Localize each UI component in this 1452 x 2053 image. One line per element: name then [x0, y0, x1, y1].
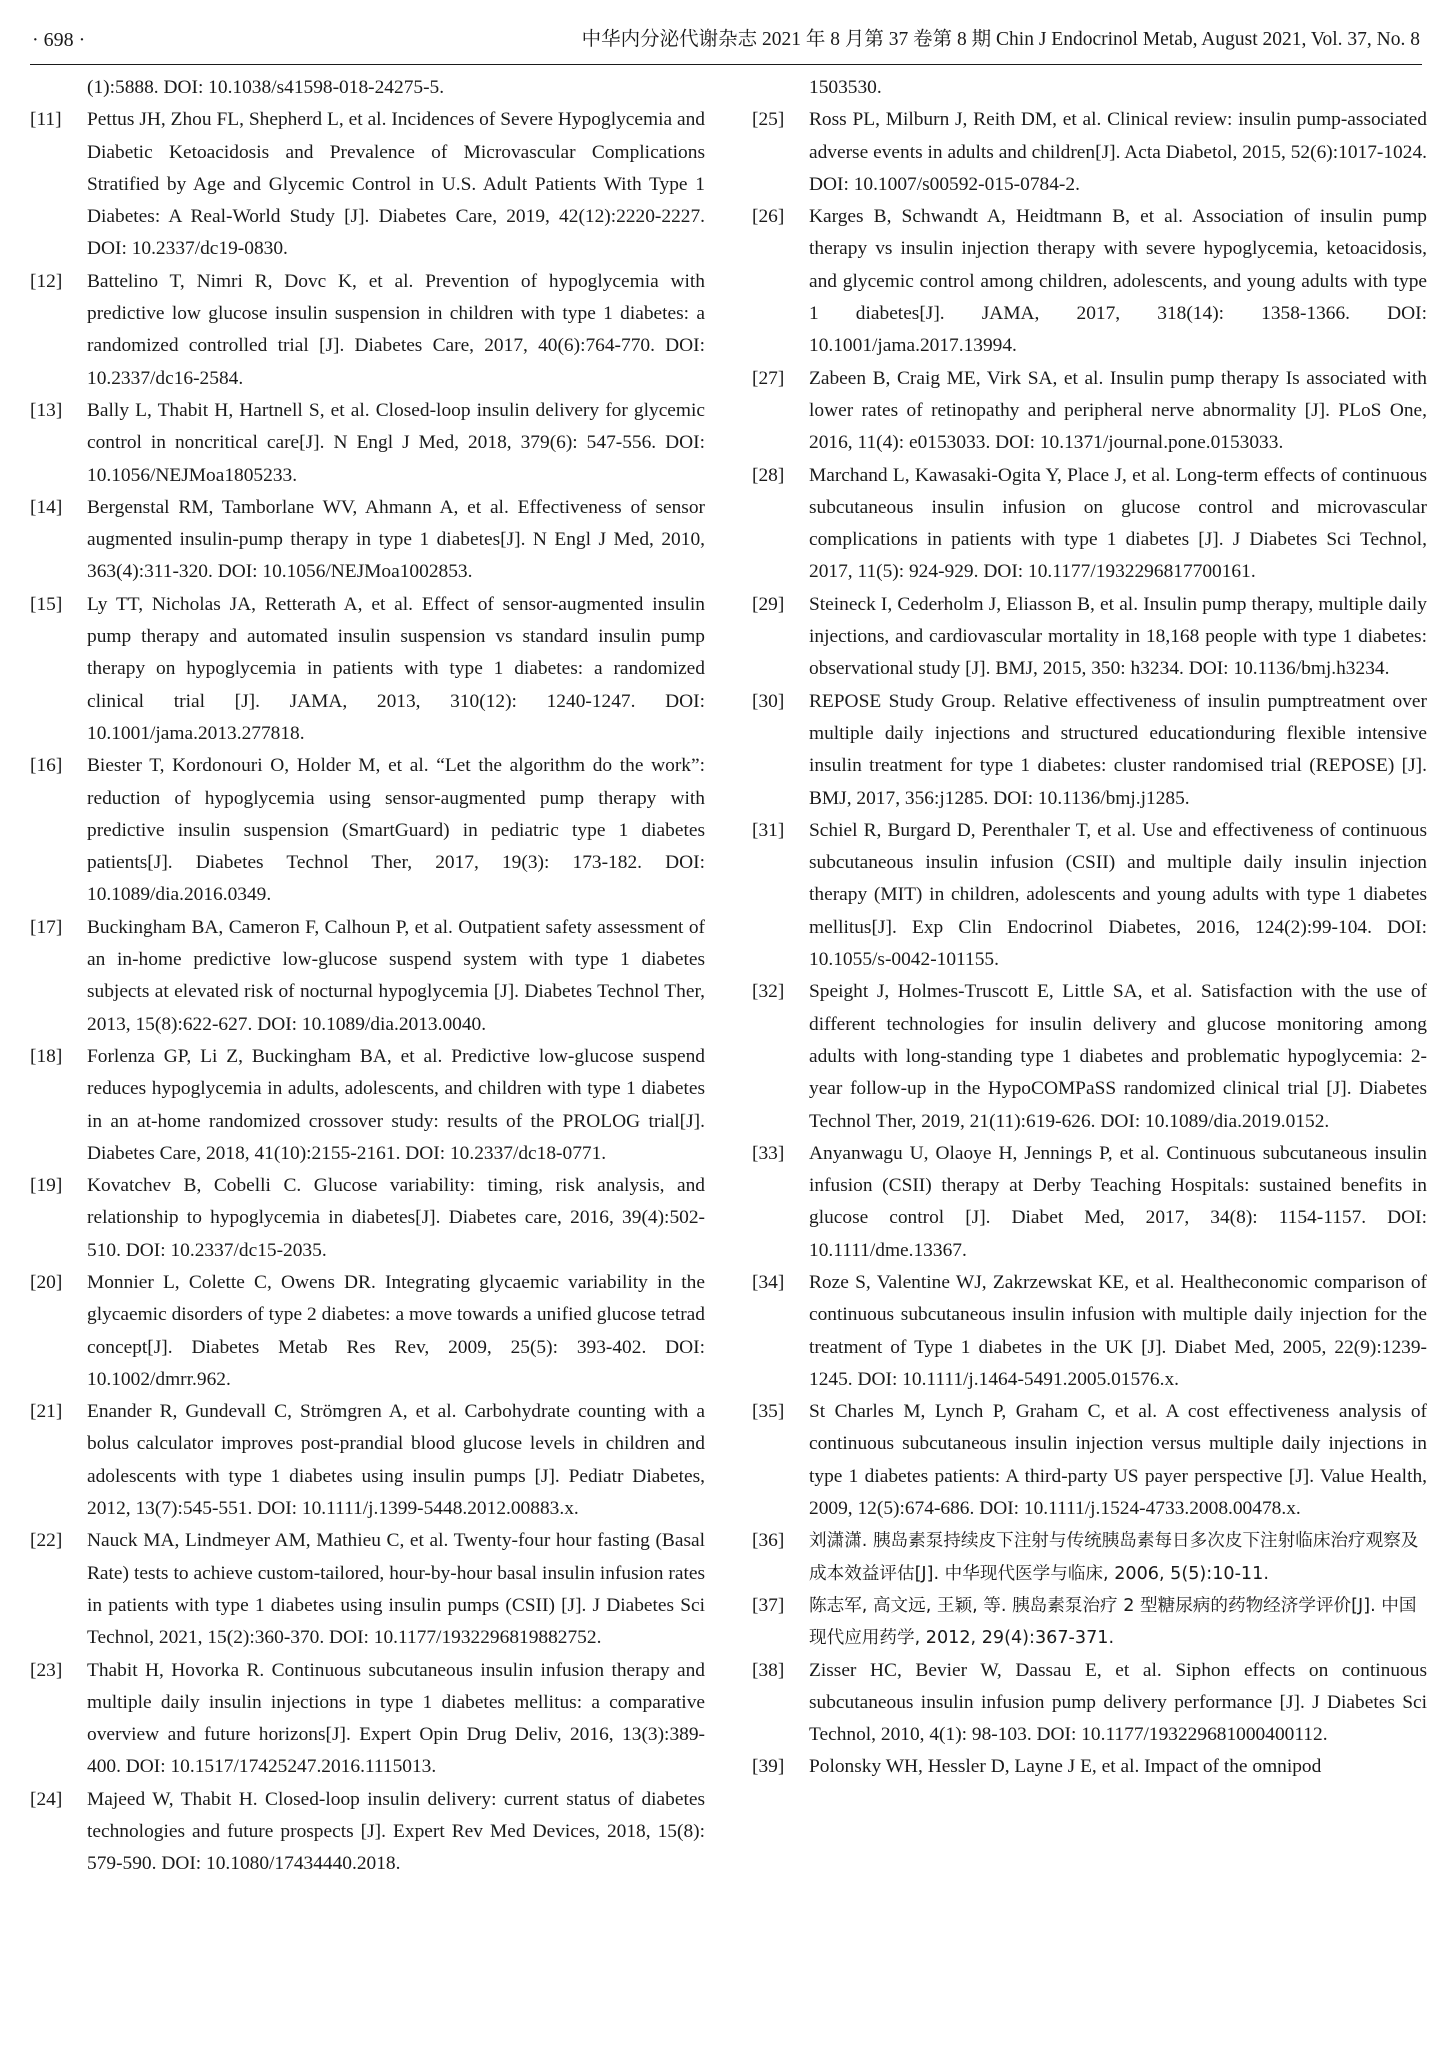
reference-number: [31] — [752, 819, 785, 841]
reference-text: Zabeen B, Craig ME, Virk SA, et al. Insulin pump therapy Is associated with lower rates of retinopathy and peripheral nerve abnormality [J]. PLoS One, 2016, 11(4): e0153033. DOI: 10.1371/journal.pone.0153033. — [809, 367, 1427, 454]
reference-text: Kovatchev B, Cobelli C. Glucose variability: timing, risk analysis, and relationship to hypoglycemia in diabetes[J]. Diabetes care, 2016, 39(4):502-510. DOI: 10.2337/dc15-2035. — [87, 1175, 705, 1261]
reference-number: [13] — [30, 399, 63, 421]
reference-item — [30, 492, 705, 589]
reference-text: Bally L, Thabit H, Hartnell S, et al. Closed-loop insulin delivery for glycemic control in noncritical care[J]. N Engl J Med, 2018, 379(6): 547-556. DOI: 10.1056/NEJMoa1805233. — [87, 399, 705, 486]
reference-number: [35] — [752, 1401, 785, 1423]
reference-text: Battelino T, Nimri R, Dovc K, et al. Prevention of hypoglycemia with predictive low glucose insulin suspension in children with type 1 diabetes: a randomized controlled trial [J]. Diabetes Care, 2017, 40(6):764-770. DOI: 10.2337/dc16-2584. — [87, 270, 705, 389]
reference-text: Zisser HC, Bevier W, Dassau E, et al. Siphon effects on continuous subcutaneous insulin infusion pump delivery performance [J]. J Diabetes Sci Technol, 2010, 4(1): 98-103. DOI: 10.1177/193229681000400112. — [809, 1659, 1427, 1746]
reference-item — [30, 589, 705, 750]
reference-text: Nauck MA, Lindmeyer AM, Mathieu C, et al. Twenty-four hour fasting (Basal Rate) tests to achieve custom-tailored, hour-by-hour basal insulin infusion rates in patients with type 1 diabetes using insulin pumps (CSII) [J]. J Diabetes Sci Technol, 2021, 15(2):360-370. DOI: 10.1177/1932296819882752. — [87, 1530, 705, 1649]
reference-text: Majeed W, Thabit H. Closed-loop insulin delivery: current status of diabetes technologies and future prospects [J]. Expert Rev Med Devices, 2018, 15(8): 579-590. DOI: 10.1080/17434440.2018. — [87, 1788, 705, 1875]
reference-number: [30] — [752, 690, 785, 712]
reference-number: [25] — [752, 109, 785, 131]
reference-item — [752, 1267, 1427, 1396]
reference-item — [752, 976, 1427, 1137]
reference-text: Roze S, Valentine WJ, Zakrzewskat KE, et al. Healtheconomic comparison of continuous subcutaneous insulin infusion with multiple daily injection for the treatment of Type 1 diabetes in the UK [J]. Diabet Med, 2005, 22(9):1239-1245. DOI: 10.1111/j.1464-5491.2005.01576.x. — [809, 1271, 1427, 1390]
reference-text: Pettus JH, Zhou FL, Shepherd L, et al. Incidences of Severe Hypoglycemia and Diabetic Ketoacidosis and Prevalence of Microvascular Complications Stratified by Age and Glycemic Control in U.S. Adult Patients With Type 1 Diabetes: A Real-World Study [J]. Diabetes Care, 2019, 42(12):2220-2227. DOI: 10.2337/dc19-0830. — [87, 109, 705, 260]
reference-item — [30, 72, 705, 104]
reference-text: Schiel R, Burgard D, Perenthaler T, et al. Use and effectiveness of continuous subcutaneous insulin infusion (CSII) and multiple daily insulin injection therapy (MIT) in children, adolescents and young adults with type 1 diabetes mellitus[J]. Exp Clin Endocrinol Diabetes, 2016, 124(2):99-104. DOI: 10.1055/s-0042-101155. — [809, 819, 1427, 971]
reference-number: [24] — [30, 1788, 63, 1810]
reference-text: Karges B, Schwandt A, Heidtmann B, et al. Association of insulin pump therapy vs insulin injection therapy with severe hypoglycemia, ketoacidosis, and glycemic control among children, adolescents, and young adults with type 1 diabetes[J]. JAMA, 2017, 318(14): 1358-1366. DOI: 10.1001/jama.2017.13994. — [809, 206, 1427, 357]
reference-item — [30, 1170, 705, 1267]
reference-item — [752, 201, 1427, 362]
reference-number: [38] — [752, 1659, 785, 1681]
reference-item — [752, 363, 1427, 460]
reference-number: [14] — [30, 496, 63, 518]
page-header — [0, 0, 1452, 80]
reference-number: [11] — [30, 109, 62, 131]
reference-text: Enander R, Gundevall C, Strömgren A, et al. Carbohydrate counting with a bolus calculator improves post-prandial blood glucose levels in children and adolescents with type 1 diabetes using insulin pumps [J]. Pediatr Diabetes, 2012, 13(7):545-551. DOI: 10.1111/j.1399-5448.2012.00883.x. — [87, 1401, 705, 1520]
reference-number: [23] — [30, 1659, 63, 1681]
reference-item — [752, 72, 1427, 104]
reference-text: Marchand L, Kawasaki-Ogita Y, Place J, et al. Long-term effects of continuous subcutaneous insulin infusion on glucose control and microvascular complications in patients with type 1 diabetes [J]. J Diabetes Sci Technol, 2017, 11(5): 924-929. DOI: 10.1177/1932296817700161. — [809, 464, 1427, 583]
reference-text: St Charles M, Lynch P, Graham C, et al. A cost effectiveness analysis of continuous subcutaneous insulin injection versus multiple daily injections in type 1 diabetes patients: A third-party US payer perspective [J]. Value Health, 2009, 12(5):674-686. DOI: 10.1111/j.1524-4733.2008.00478.x. — [809, 1401, 1427, 1520]
reference-item — [752, 1655, 1427, 1752]
reference-text: 刘潇潇. 胰岛素泵持续皮下注射与传统胰岛素每日多次皮下注射临床治疗观察及成本效益评估[J]. 中华现代医学与临床, 2006, 5(5):10-11. — [809, 1531, 1419, 1584]
reference-item — [752, 1525, 1427, 1590]
reference-text: Ly TT, Nicholas JA, Retterath A, et al. Effect of sensor-augmented insulin pump therapy and automated insulin suspension vs standard insulin pump therapy on hypoglycemia in patients with type 1 diabetes: a randomized clinical trial [J]. JAMA, 2013, 310(12): 1240-1247. DOI: 10.1001/jama.2013.277818. — [87, 593, 705, 744]
reference-text: Ross PL, Milburn J, Reith DM, et al. Clinical review: insulin pump-associated adverse events in adults and children[J]. Acta Diabetol, 2015, 52(6):1017-1024. DOI: 10.1007/s00592-015-0784-2. — [809, 109, 1427, 195]
reference-item — [752, 589, 1427, 686]
reference-number: [37] — [752, 1594, 785, 1616]
reference-item — [30, 912, 705, 1041]
reference-item — [30, 1396, 705, 1525]
reference-number: [15] — [30, 593, 63, 615]
reference-number: [20] — [30, 1271, 63, 1293]
reference-number: [26] — [752, 206, 785, 228]
reference-item — [752, 1751, 1427, 1783]
reference-number: [19] — [30, 1175, 63, 1197]
reference-item — [30, 1525, 705, 1654]
reference-number: [27] — [752, 367, 785, 389]
reference-number: [33] — [752, 1142, 785, 1164]
reference-item — [752, 686, 1427, 815]
reference-item — [752, 815, 1427, 976]
reference-column-right — [752, 72, 1427, 1784]
reference-number: [16] — [30, 755, 63, 777]
reference-number: [28] — [752, 464, 785, 486]
reference-item — [752, 1396, 1427, 1525]
reference-number: [22] — [30, 1530, 63, 1552]
reference-item — [30, 1267, 705, 1396]
reference-number: [21] — [30, 1401, 63, 1423]
reference-text: 1503530. — [809, 77, 882, 98]
reference-item — [30, 1041, 705, 1170]
reference-item — [30, 1784, 705, 1881]
reference-item — [752, 1138, 1427, 1267]
reference-item — [30, 1655, 705, 1784]
reference-item — [752, 460, 1427, 589]
reference-text: Anyanwagu U, Olaoye H, Jennings P, et al. Continuous subcutaneous insulin infusion (CSII) therapy at Derby Teaching Hospitals: sustained benefits in glucose control [J]. Diabet Med, 2017, 34(8): 1154-1157. DOI: 10.1111/dme.13367. — [809, 1142, 1427, 1261]
reference-text: Forlenza GP, Li Z, Buckingham BA, et al. Predictive low-glucose suspend reduces hypoglycemia in adults, adolescents, and children with type 1 diabetes in an at-home randomized crossover study: results of the PROLOG trial[J]. Diabetes Care, 2018, 41(10):2155-2161. DOI: 10.2337/dc18-0771. — [87, 1045, 705, 1164]
reference-number: [29] — [752, 593, 785, 615]
running-head: 中华内分泌代谢杂志 2021 年 8 月第 37 卷第 8 期 Chin J Endocrinol Metab, August 2021, Vol. 37, No. 8 — [581, 29, 1420, 50]
reference-text: Buckingham BA, Cameron F, Calhoun P, et al. Outpatient safety assessment of an in-home predictive low-glucose suspend system with type 1 diabetes subjects at elevated risk of nocturnal hypoglycemia [J]. Diabetes Technol Ther, 2013, 15(8):622-627. DOI: 10.1089/dia.2013.0040. — [87, 916, 705, 1035]
reference-number: [32] — [752, 981, 785, 1003]
reference-text: 陈志军, 高文远, 王颖, 等. 胰岛素泵治疗 2 型糖尿病的药物经济学评价[J]. 中国现代应用药学, 2012, 29(4):367-371. — [809, 1595, 1417, 1649]
reference-number: [36] — [752, 1530, 785, 1552]
reference-text: REPOSE Study Group. Relative effectiveness of insulin pumptreatment over multiple daily injections and structured educationduring flexible intensive insulin treatment for type 1 diabetes: cluster randomised trial (REPOSE) [J]. BMJ, 2017, 356:j1285. DOI: 10.1136/bmj.j1285. — [809, 690, 1427, 809]
reference-number: [34] — [752, 1271, 785, 1293]
reference-item — [752, 1590, 1427, 1655]
reference-column-left — [30, 72, 705, 1881]
reference-text: Speight J, Holmes-Truscott E, Little SA, et al. Satisfaction with the use of different technologies for insulin delivery and glucose monitoring among adults with long-standing type 1 diabetes and problematic hypoglycemia: 2-year follow-up in the HypoCOMPaSS randomized clinical trial [J]. Diabetes Technol Ther, 2019, 21(11):619-626. DOI: 10.1089/dia.2019.0152. — [809, 981, 1427, 1132]
reference-text: (1):5888. DOI: 10.1038/s41598-018-24275-5. — [87, 77, 445, 98]
reference-item — [30, 395, 705, 492]
reference-text: Bergenstal RM, Tamborlane WV, Ahmann A, et al. Effectiveness of sensor augmented insulin-pump therapy in type 1 diabetes[J]. N Engl J Med, 2010, 363(4):311-320. DOI: 10.1056/NEJMoa1002853. — [87, 496, 705, 583]
reference-text: Biester T, Kordonouri O, Holder M, et al. “Let the algorithm do the work”: reduction of hypoglycemia using sensor-augmented pump therapy with predictive insulin suspension (SmartGuard) in pediatric type 1 diabetes patients[J]. Diabetes Technol Ther, 2017, 19(3): 173-182. DOI: 10.1089/dia.2016.0349. — [87, 755, 705, 906]
reference-item — [30, 750, 705, 911]
reference-number: [18] — [30, 1045, 63, 1067]
reference-item — [30, 104, 705, 265]
page-number: · 698 · — [32, 29, 86, 51]
reference-number: [39] — [752, 1756, 785, 1778]
reference-item — [752, 104, 1427, 201]
reference-item — [30, 266, 705, 395]
reference-number: [12] — [30, 270, 63, 292]
reference-number: [17] — [30, 916, 63, 938]
reference-text: Thabit H, Hovorka R. Continuous subcutaneous insulin infusion therapy and multiple daily insulin injections in type 1 diabetes mellitus: a comparative overview and future horizons[J]. Expert Opin Drug Deliv, 2016, 13(3):389-400. DOI: 10.1517/17425247.2016.1115013. — [87, 1659, 705, 1778]
reference-text: Steineck I, Cederholm J, Eliasson B, et al. Insulin pump therapy, multiple daily injections, and cardiovascular mortality in 18,168 people with type 1 diabetes: observational study [J]. BMJ, 2015, 350: h3234. DOI: 10.1136/bmj.h3234. — [809, 593, 1427, 680]
reference-text: Polonsky WH, Hessler D, Layne J E, et al. Impact of the omnipod — [809, 1756, 1322, 1778]
header-rule — [30, 64, 1422, 65]
reference-text: Monnier L, Colette C, Owens DR. Integrating glycaemic variability in the glycaemic disorders of type 2 diabetes: a move towards a unified glucose tetrad concept[J]. Diabetes Metab Res Rev, 2009, 25(5): 393-402. DOI: 10.1002/dmrr.962. — [87, 1271, 705, 1390]
